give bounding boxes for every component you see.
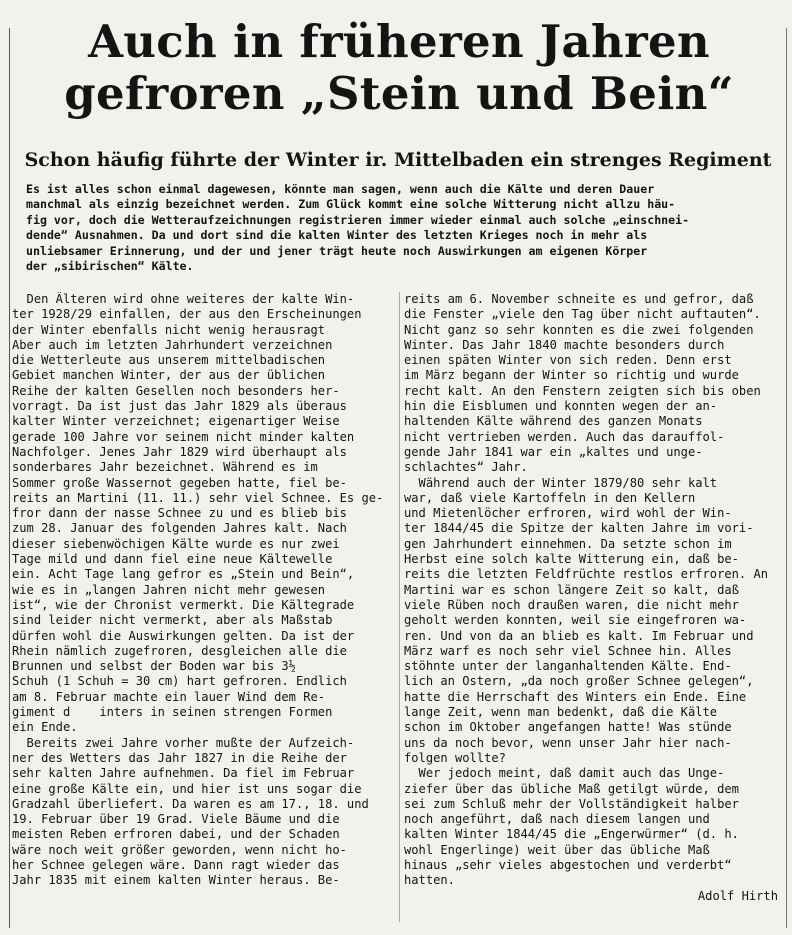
article-line: Bereits zwei Jahre vorher mußte der Aufzeich-	[12, 735, 355, 750]
article-line: die Wetterleute aus unserem mittelbadischen	[12, 353, 326, 368]
article-line: schlachtes“ Jahr.	[404, 460, 528, 475]
article-line: kalter Winter verzeichnet; eigenartiger Weise	[12, 414, 340, 429]
subheadline: Schon häufig führte der Winter ir. Mittelbaden ein strenges Regiment	[24, 149, 772, 171]
article-line: dieser siebenwöchigen Kälte wurde es nur zwei	[12, 536, 340, 551]
headline	[14, 16, 784, 120]
article-line: Gebiet manchen Winter, der aus der üblichen	[12, 368, 326, 383]
lead-line: der „sibirischen“ Kälte.	[26, 259, 194, 274]
article-line: Nicht ganz so sehr konnten es die zwei folgenden	[404, 322, 754, 337]
article-line: ner des Wetters das Jahr 1827 in die Reihe der	[12, 750, 347, 765]
lead-paragraph	[26, 182, 778, 274]
article-line: geholt werden konnten, weil sie eingefroren wa-	[404, 613, 747, 628]
article-line: sehr kalten Jahre aufnehmen. Da fiel im Februar	[12, 766, 355, 781]
article-line: gerade 100 Jahre vor seinem nicht minder kalten	[12, 429, 355, 444]
article-line: und Mietenlöcher erfroren, wird wohl der Win-	[404, 506, 732, 521]
article-line: Aber auch im letzten Jahrhundert verzeichnen	[12, 337, 333, 352]
article-column-right	[404, 292, 784, 904]
article-line: Rhein nämlich zugefroren, desgleichen alle die	[12, 643, 347, 658]
article-line: reits an Martini (11. 11.) sehr viel Schnee. Es ge-	[12, 490, 384, 505]
article-line: reits die letzten Feldfrüchte restlos erfroren. An	[404, 567, 769, 582]
article-line: Brunnen und selbst der Boden war bis 3½	[12, 659, 296, 674]
article-line: stöhnte unter der langanhaltenden Kälte. End-	[404, 659, 732, 674]
article-line: ter 1844/45 die Spitze der kalten Jahre im vori-	[404, 521, 754, 536]
left-border-rule	[9, 28, 10, 928]
article-line: uns da noch bevor, wenn unser Jahr hier nach-	[404, 735, 732, 750]
article-line: nicht vertrieben werden. Auch das darauffol-	[404, 429, 725, 444]
article-line: lange Zeit, wenn man bedenkt, daß die Kälte	[404, 705, 718, 720]
article-line: im März begann der Winter so richtig und wurde	[404, 368, 739, 383]
article-line: ein Ende.	[12, 720, 78, 735]
article-line: vorragt. Da ist just das Jahr 1829 als überaus	[12, 399, 347, 414]
article-line: ein. Acht Tage lang gefror es „Stein und Bein“,	[12, 567, 355, 582]
article-line: einen späten Winter von sich reden. Denn erst	[404, 353, 732, 368]
article-line: meisten Reben erfroren dabei, und der Schaden	[12, 827, 340, 842]
article-line: fror dann der nasse Schnee zu und es blieb bis	[12, 506, 347, 521]
article-line: März warf es noch sehr viel Schnee hin. Alles	[404, 643, 732, 658]
article-line: giment d inters in seinen strengen Formen	[12, 705, 333, 720]
article-line: Reihe der kalten Gesellen noch besonders her-	[12, 383, 340, 398]
article-line: sei zum Schluß mehr der Vollständigkeit halber	[404, 796, 739, 811]
article-line: Jahr 1835 mit einem kalten Winter heraus. Be-	[12, 873, 340, 888]
article-line: Winter. Das Jahr 1840 machte besonders durch	[404, 337, 725, 352]
right-border-rule	[786, 28, 787, 928]
article-line: der Winter ebenfalls nicht wenig herausragt	[12, 322, 326, 337]
article-line: Sommer große Wassernot gegeben hatte, fiel be-	[12, 475, 347, 490]
article-line: Herbst eine solch kalte Witterung ein, daß be-	[404, 552, 739, 567]
article-column-left	[12, 292, 396, 889]
article-line: folgen wollte?	[404, 750, 506, 765]
article-line: ziefer über das übliche Maß getilgt würde, dem	[404, 781, 739, 796]
article-line: wie es in „langen Jahren nicht mehr gewesen	[12, 582, 326, 597]
article-line: sind leider nicht vermerkt, aber als Maßstab	[12, 613, 333, 628]
article-line: die Fenster „viele den Tag über nicht auftauten“.	[404, 307, 761, 322]
article-line: schon im Oktober angefangen hatte! Was stünde	[404, 720, 732, 735]
article-line: reits am 6. November schneite es und gefror, daß	[404, 292, 754, 306]
article-line: zum 28. Januar des folgenden Jahres kalt. Nach	[12, 521, 347, 536]
article-line: recht kalt. An den Fenstern zeigten sich bis oben	[404, 383, 761, 398]
lead-line: Es ist alles schon einmal dagewesen, könnte man sagen, wenn auch die Kälte und deren Dauer	[26, 182, 655, 196]
article-line: wohl Engerlinge) weit über das übliche Maß	[404, 842, 710, 857]
article-line: dürfen wohl die Auswirkungen gelten. Da ist der	[12, 628, 355, 643]
article-line: hinaus „sehr vieles abgestochen und verderbt“	[404, 857, 732, 872]
column-divider	[399, 292, 400, 922]
headline-line-1: Auch in früheren Jahren	[88, 15, 710, 68]
article-line: ist“, wie der Chronist vermerkt. Die Kältegrade	[12, 597, 355, 612]
article-line: hatte die Herrschaft des Winters ein Ende. Eine	[404, 689, 747, 704]
article-line: Nachfolger. Jenes Jahr 1829 wird überhaupt als	[12, 444, 347, 459]
article-line: war, daß viele Kartoffeln in den Kellern	[404, 490, 696, 505]
article-line: hatten.	[404, 873, 455, 888]
article-line: wäre noch weit größer geworden, wenn nicht ho-	[12, 842, 347, 857]
article-line: 19. Februar über 19 Grad. Viele Bäume und die	[12, 812, 340, 827]
article-line: eine große Kälte ein, und hier ist uns sogar die	[12, 781, 362, 796]
article-line: haltenden Kälte während des ganzen Monats	[404, 414, 703, 429]
article-line: Martini war es schon längere Zeit so kalt, daß	[404, 582, 739, 597]
article-line: Gradzahl überliefert. Da waren es am 17., 18. und	[12, 796, 369, 811]
article-line: her Schnee gelegen wäre. Dann ragt wieder das	[12, 857, 340, 872]
lead-line: dende“ Ausnahmen. Da und dort sind die kalten Winter des letzten Krieges noch in mehr als	[26, 228, 648, 243]
article-line: ter 1928/29 einfallen, der aus den Erscheinungen	[12, 307, 362, 322]
article-line: Tage mild und dann fiel eine neue Kältewelle	[12, 552, 333, 567]
article-line: ren. Und von da an blieb es kalt. Im Februar und	[404, 628, 754, 643]
lead-line: fig vor, doch die Wetteraufzeichnungen registrieren immer wieder einmal auch solche „einschnei-	[26, 212, 690, 227]
article-line: gende Jahr 1841 war ein „kaltes und unge-	[404, 444, 703, 459]
article-line: gen Jahrhundert einnehmen. Da setzte schon im	[404, 536, 732, 551]
author-signature: Adolf Hirth	[697, 888, 778, 903]
lead-line: unliebsamer Erinnerung, und der und jener trägt heute noch Auswirkungen am eigenen Körper	[26, 243, 648, 258]
lead-line: manchmal als einzig bezeichnet werden. Zum Glück kommt eine solche Witterung nicht allzu häu-	[26, 197, 676, 212]
article-line: kalten Winter 1844/45 die „Engerwürmer“ (d. h.	[404, 827, 739, 842]
article-line: hin die Eisblumen und konnten wegen der an-	[404, 399, 718, 414]
article-line: Schuh (1 Schuh = 30 cm) hart gefroren. Endlich	[12, 674, 347, 689]
article-line: Während auch der Winter 1879/80 sehr kalt	[404, 475, 718, 490]
article-line: lich an Ostern, „da noch großer Schnee gelegen“,	[404, 674, 754, 689]
article-line: noch angeführt, daß nach diesem langen und	[404, 812, 710, 827]
article-line: Den Älteren wird ohne weiteres der kalte Win-	[12, 292, 355, 306]
headline-line-2: gefroren „Stein und Bein“	[64, 67, 734, 120]
article-line: sonderbares Jahr bezeichnet. Während es im	[12, 460, 318, 475]
article-line: Wer jedoch meint, daß damit auch das Unge-	[404, 766, 725, 781]
article-line: am 8. Februar machte ein lauer Wind dem Re-	[12, 689, 326, 704]
article-line: viele Rüben noch draußen waren, die nicht mehr	[404, 597, 739, 612]
